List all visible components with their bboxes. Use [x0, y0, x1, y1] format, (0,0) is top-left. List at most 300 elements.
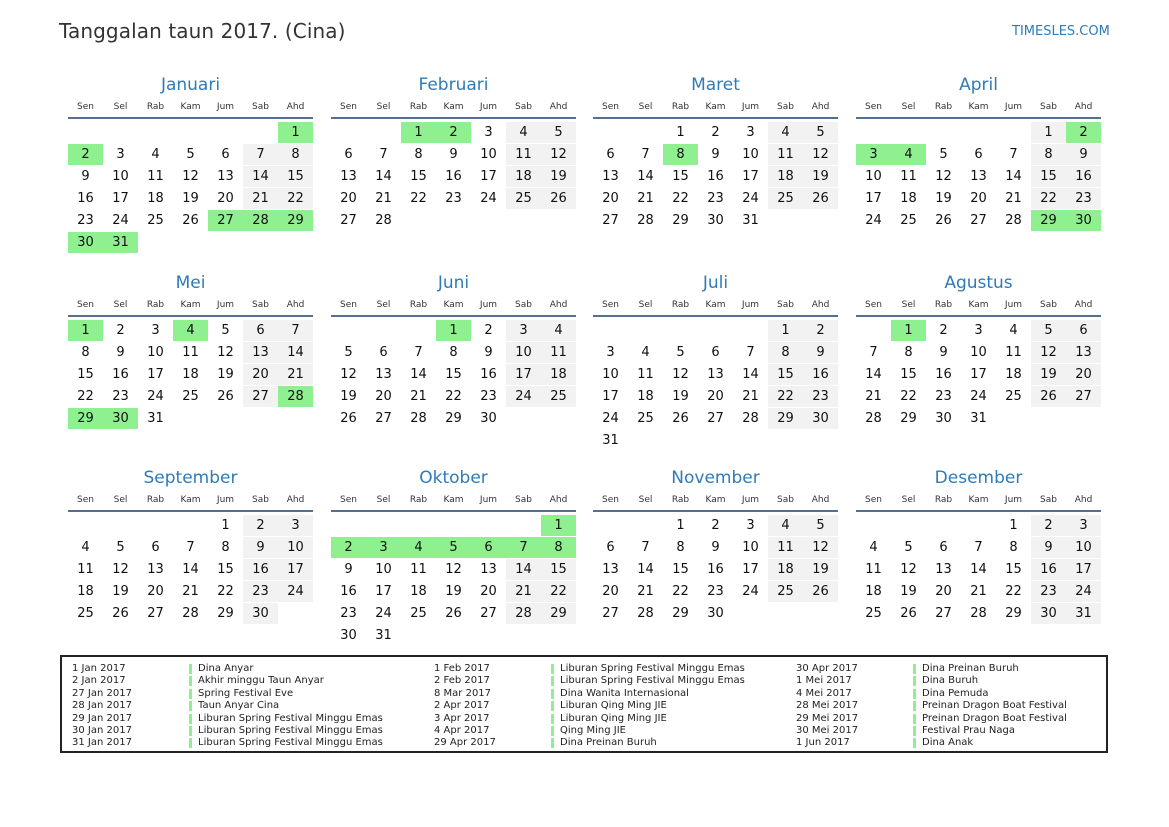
day-cell: 24	[278, 581, 313, 602]
day-cell: 23	[112, 389, 129, 404]
holiday-name: Dina Pemuda	[922, 687, 989, 699]
weekday-header: Ahd	[811, 102, 830, 112]
holiday-marker	[913, 664, 916, 674]
day-cell: 24	[506, 386, 541, 407]
day-cell: 28	[506, 603, 541, 624]
weekday-header: Sen	[340, 495, 357, 505]
day-cell: 22	[217, 584, 234, 599]
day-cell: 21	[1005, 191, 1022, 206]
weekday-header: Sen	[77, 495, 94, 505]
weekday-header: Ahd	[549, 495, 568, 505]
day-cell: 21	[278, 364, 313, 385]
weekday-header: Sen	[77, 102, 94, 112]
weekday-header: Sel	[638, 300, 653, 310]
month-februari	[331, 75, 576, 265]
holiday-date: 27 Jan 2017	[72, 687, 132, 699]
day-cell: 7	[1009, 147, 1018, 162]
day-cell: 28	[742, 411, 759, 426]
day-cell: 6	[379, 345, 388, 360]
day-cell: 17	[506, 364, 541, 385]
day-cell: 21	[865, 389, 882, 404]
day-cell: 8	[904, 345, 913, 360]
day-cell: 7	[379, 147, 388, 162]
day-cell: 1	[768, 320, 803, 341]
weekday-header: Kam	[968, 495, 989, 505]
day-cell: 30	[707, 606, 724, 621]
day-cell: 23	[803, 386, 838, 407]
day-cell: 7	[186, 540, 195, 555]
holiday-day-cell: 1	[278, 122, 313, 143]
header-divider	[68, 117, 313, 119]
day-cell: 16	[480, 367, 497, 382]
day-cell: 18	[77, 584, 94, 599]
holiday-name: Qing Ming JIE	[560, 724, 627, 736]
weekday-header: Rab	[934, 495, 953, 505]
day-cell: 17	[742, 562, 759, 577]
day-cell: 8	[768, 342, 803, 363]
day-cell: 7	[974, 540, 983, 555]
day-cell: 5	[676, 345, 685, 360]
day-cell: 17	[480, 169, 497, 184]
weekday-header: Rab	[146, 495, 165, 505]
day-cell: 28	[410, 411, 427, 426]
day-cell: 29	[768, 408, 803, 429]
header-divider	[856, 315, 1101, 317]
day-cell: 30	[243, 603, 278, 624]
day-cell: 12	[541, 144, 576, 165]
day-cell: 18	[768, 559, 803, 580]
day-cell: 14	[637, 562, 654, 577]
holiday-day-cell: 29	[278, 210, 313, 231]
day-cell: 15	[768, 364, 803, 385]
day-cell: 6	[221, 147, 230, 162]
weekday-header: Ahd	[286, 102, 305, 112]
holiday-day-cell: 29	[1031, 210, 1066, 231]
weekday-header: Sab	[777, 300, 794, 310]
day-cell: 3	[278, 515, 313, 536]
day-cell: 9	[1066, 144, 1101, 165]
day-cell: 26	[217, 389, 234, 404]
weekday-header: Jum	[1004, 495, 1023, 505]
day-cell: 28	[637, 606, 654, 621]
holiday-date: 1 Jan 2017	[72, 663, 126, 674]
day-cell: 28	[970, 606, 987, 621]
day-cell: 4	[869, 540, 878, 555]
holiday-name: Akhir minggu Taun Anyar	[198, 675, 324, 687]
holiday-day-cell: 8	[663, 144, 698, 165]
day-cell: 27	[375, 411, 392, 426]
day-cell: 20	[340, 191, 357, 206]
day-cell: 19	[1031, 364, 1066, 385]
day-cell: 13	[707, 367, 724, 382]
day-cell: 3	[606, 345, 615, 360]
day-cell: 19	[672, 389, 689, 404]
day-cell: 25	[1005, 389, 1022, 404]
weekday-header: Sel	[901, 300, 916, 310]
day-cell: 5	[344, 345, 353, 360]
day-cell: 16	[77, 191, 94, 206]
day-cell: 28	[1005, 213, 1022, 228]
day-cell: 13	[147, 562, 164, 577]
day-cell: 13	[480, 562, 497, 577]
day-cell: 27	[243, 386, 278, 407]
holiday-name: Taun Anyar Cina	[198, 700, 280, 712]
weekday-header: Rab	[934, 102, 953, 112]
holiday-name: Spring Festival Eve	[198, 687, 294, 699]
holiday-date: 1 Jun 2017	[796, 737, 850, 749]
day-cell: 10	[742, 540, 759, 555]
day-cell: 1	[1009, 518, 1018, 533]
weekday-header: Kam	[180, 102, 201, 112]
day-cell: 18	[768, 166, 803, 187]
header-divider	[593, 510, 838, 512]
holiday-marker	[551, 701, 554, 711]
holiday-day-cell: 3	[856, 144, 891, 165]
day-cell: 15	[672, 169, 689, 184]
day-cell: 2	[1031, 515, 1066, 536]
day-cell: 17	[1066, 559, 1101, 580]
day-cell: 14	[278, 342, 313, 363]
holiday-marker	[551, 714, 554, 724]
weekday-header: Ahd	[811, 495, 830, 505]
day-cell: 21	[506, 581, 541, 602]
holiday-day-cell: 4	[891, 144, 926, 165]
weekday-header: Ahd	[811, 300, 830, 310]
weekday-header: Sel	[376, 300, 391, 310]
holiday-day-cell: 1	[436, 320, 471, 341]
day-cell: 21	[742, 389, 759, 404]
day-cell: 24	[375, 606, 392, 621]
day-cell: 24	[742, 584, 759, 599]
day-cell: 4	[1009, 323, 1018, 338]
weekday-header: Sab	[515, 102, 532, 112]
day-cell: 25	[147, 213, 164, 228]
weekday-header: Rab	[934, 300, 953, 310]
day-cell: 18	[900, 191, 917, 206]
day-cell: 23	[935, 389, 952, 404]
day-cell: 28	[182, 606, 199, 621]
day-cell: 7	[243, 144, 278, 165]
day-cell: 6	[1066, 320, 1101, 341]
day-cell: 20	[602, 191, 619, 206]
holiday-date: 30 Mei 2017	[796, 724, 859, 736]
month-september	[68, 468, 313, 658]
header-divider	[331, 315, 576, 317]
holiday-day-cell: 7	[506, 537, 541, 558]
day-cell: 19	[217, 367, 234, 382]
day-cell: 13	[217, 169, 234, 184]
weekday-header: Sab	[252, 300, 269, 310]
day-cell: 9	[449, 147, 458, 162]
day-cell: 11	[1005, 345, 1022, 360]
holiday-marker	[913, 689, 916, 699]
holiday-name: Dina Preinan Buruh	[922, 663, 1019, 674]
day-cell: 15	[541, 559, 576, 580]
weekday-header: Ahd	[549, 300, 568, 310]
day-cell: 17	[865, 191, 882, 206]
day-cell: 5	[116, 540, 125, 555]
day-cell: 5	[186, 147, 195, 162]
holiday-date: 1 Feb 2017	[434, 663, 490, 674]
day-cell: 20	[1066, 364, 1101, 385]
day-cell: 11	[77, 562, 94, 577]
day-cell: 3	[151, 323, 160, 338]
day-cell: 5	[541, 122, 576, 143]
day-cell: 13	[1066, 342, 1101, 363]
day-cell: 25	[768, 188, 803, 209]
weekday-header: Sab	[777, 495, 794, 505]
day-cell: 13	[602, 562, 619, 577]
month-title: Juli	[702, 273, 729, 293]
day-cell: 14	[637, 169, 654, 184]
day-cell: 14	[865, 367, 882, 382]
day-cell: 21	[375, 191, 392, 206]
holiday-name: Dina Wanita Internasional	[560, 687, 689, 699]
day-cell: 7	[414, 345, 423, 360]
day-cell: 31	[147, 411, 164, 426]
day-cell: 29	[445, 411, 462, 426]
day-cell: 23	[707, 584, 724, 599]
holiday-marker	[189, 676, 192, 686]
day-cell: 5	[939, 147, 948, 162]
day-cell: 13	[375, 367, 392, 382]
holiday-name: Dina Anyar	[198, 663, 254, 674]
holiday-day-cell: 30	[1066, 210, 1101, 231]
day-cell: 22	[1005, 584, 1022, 599]
day-cell: 10	[480, 147, 497, 162]
day-cell: 16	[707, 562, 724, 577]
day-cell: 19	[541, 166, 576, 187]
holiday-date: 2 Apr 2017	[434, 700, 490, 712]
weekday-header: Sel	[113, 495, 128, 505]
holiday-date: 2 Feb 2017	[434, 675, 490, 687]
weekday-header: Jum	[741, 495, 760, 505]
day-cell: 12	[672, 367, 689, 382]
holiday-name: Liburan Spring Festival Minggu Emas	[198, 737, 383, 749]
holiday-date: 30 Apr 2017	[796, 663, 858, 674]
day-cell: 3	[746, 518, 755, 533]
day-cell: 29	[541, 603, 576, 624]
holiday-marker	[913, 714, 916, 724]
day-cell: 26	[182, 213, 199, 228]
holiday-marker	[189, 714, 192, 724]
day-cell: 15	[445, 367, 462, 382]
weekday-header: Rab	[671, 495, 690, 505]
header-divider	[68, 510, 313, 512]
day-cell: 3	[506, 320, 541, 341]
holiday-date: 3 Apr 2017	[434, 712, 490, 724]
day-cell: 29	[1005, 606, 1022, 621]
month-november	[593, 468, 838, 658]
day-cell: 10	[147, 345, 164, 360]
weekday-header: Rab	[409, 102, 428, 112]
holiday-date: 28 Mei 2017	[796, 700, 859, 712]
day-cell: 8	[278, 144, 313, 165]
day-cell: 12	[803, 144, 838, 165]
day-cell: 22	[672, 584, 689, 599]
day-cell: 2	[484, 323, 493, 338]
day-cell: 9	[243, 537, 278, 558]
month-title: Juni	[437, 273, 470, 293]
day-cell: 8	[81, 345, 90, 360]
day-cell: 31	[1066, 603, 1101, 624]
day-cell: 2	[803, 320, 838, 341]
weekday-header: Jum	[216, 102, 235, 112]
day-cell: 25	[506, 188, 541, 209]
day-cell: 21	[637, 191, 654, 206]
day-cell: 23	[340, 606, 357, 621]
holiday-day-cell: 2	[331, 537, 366, 558]
weekday-header: Ahd	[286, 300, 305, 310]
weekday-header: Sab	[515, 300, 532, 310]
day-cell: 21	[637, 584, 654, 599]
day-cell: 15	[900, 367, 917, 382]
day-cell: 25	[541, 386, 576, 407]
day-cell: 26	[935, 213, 952, 228]
day-cell: 15	[410, 169, 427, 184]
day-cell: 27	[970, 213, 987, 228]
day-cell: 22	[445, 389, 462, 404]
day-cell: 7	[746, 345, 755, 360]
day-cell: 1	[221, 518, 230, 533]
day-cell: 22	[278, 188, 313, 209]
day-cell: 6	[939, 540, 948, 555]
day-cell: 30	[935, 411, 952, 426]
day-cell: 1	[1031, 122, 1066, 143]
day-cell: 20	[602, 584, 619, 599]
day-cell: 2	[116, 323, 125, 338]
day-cell: 8	[1031, 144, 1066, 165]
day-cell: 3	[1066, 515, 1101, 536]
day-cell: 27	[340, 213, 357, 228]
day-cell: 11	[637, 367, 654, 382]
day-cell: 26	[445, 606, 462, 621]
day-cell: 16	[1066, 166, 1101, 187]
day-cell: 20	[147, 584, 164, 599]
month-title: Mei	[175, 273, 206, 293]
day-cell: 7	[641, 147, 650, 162]
site-link[interactable]: TIMESLES.COM	[1012, 24, 1110, 39]
month-title: Maret	[691, 75, 740, 95]
day-cell: 9	[711, 540, 720, 555]
weekday-header: Rab	[671, 102, 690, 112]
weekday-header: Sab	[1040, 300, 1057, 310]
day-cell: 4	[81, 540, 90, 555]
day-cell: 11	[865, 562, 882, 577]
holiday-name: Liburan Spring Festival Minggu Emas	[198, 724, 383, 736]
day-cell: 27	[480, 606, 497, 621]
holiday-day-cell: 6	[471, 537, 506, 558]
day-cell: 4	[768, 515, 803, 536]
holiday-date: 28 Jan 2017	[72, 700, 132, 712]
day-cell: 6	[151, 540, 160, 555]
day-cell: 25	[865, 606, 882, 621]
holiday-marker	[189, 664, 192, 674]
day-cell: 4	[506, 122, 541, 143]
day-cell: 17	[112, 191, 129, 206]
month-title: Desember	[934, 468, 1023, 488]
day-cell: 24	[1066, 581, 1101, 602]
day-cell: 15	[672, 562, 689, 577]
day-cell: 12	[340, 367, 357, 382]
header-divider	[331, 510, 576, 512]
day-cell: 19	[445, 584, 462, 599]
weekday-header: Sel	[376, 102, 391, 112]
holiday-day-cell: 30	[103, 408, 138, 429]
weekday-header: Jum	[216, 495, 235, 505]
weekday-header: Sab	[1040, 495, 1057, 505]
day-cell: 31	[375, 628, 392, 643]
day-cell: 24	[112, 213, 129, 228]
day-cell: 17	[278, 559, 313, 580]
weekday-header: Sel	[901, 495, 916, 505]
month-maret	[593, 75, 838, 265]
day-cell: 2	[711, 125, 720, 140]
day-cell: 3	[746, 125, 755, 140]
holiday-marker	[551, 664, 554, 674]
holiday-day-cell: 1	[541, 515, 576, 536]
day-cell: 14	[182, 562, 199, 577]
day-cell: 29	[672, 213, 689, 228]
day-cell: 18	[147, 191, 164, 206]
day-cell: 27	[935, 606, 952, 621]
holiday-name: Liburan Qing Ming JIE	[560, 700, 667, 712]
weekday-header: Sen	[340, 300, 357, 310]
day-cell: 23	[1066, 188, 1101, 209]
day-cell: 14	[1005, 169, 1022, 184]
weekday-header: Sab	[252, 102, 269, 112]
month-januari	[68, 75, 313, 265]
day-cell: 27	[1066, 386, 1101, 407]
day-cell: 12	[182, 169, 199, 184]
day-cell: 16	[445, 169, 462, 184]
day-cell: 11	[182, 345, 199, 360]
day-cell: 26	[112, 606, 129, 621]
holiday-marker	[189, 689, 192, 699]
day-cell: 14	[375, 169, 392, 184]
day-cell: 10	[278, 537, 313, 558]
day-cell: 1	[676, 125, 685, 140]
holiday-day-cell: 5	[436, 537, 471, 558]
day-cell: 30	[803, 408, 838, 429]
day-cell: 12	[935, 169, 952, 184]
day-cell: 25	[637, 411, 654, 426]
weekday-header: Ahd	[549, 102, 568, 112]
holiday-name: Liburan Qing Ming JIE	[560, 712, 667, 724]
day-cell: 31	[602, 433, 619, 448]
holiday-name: Preinan Dragon Boat Festival	[922, 700, 1067, 712]
day-cell: 19	[803, 559, 838, 580]
holiday-day-cell: 28	[278, 386, 313, 407]
day-cell: 21	[182, 584, 199, 599]
day-cell: 16	[707, 169, 724, 184]
day-cell: 31	[742, 213, 759, 228]
day-cell: 4	[541, 320, 576, 341]
day-cell: 24	[865, 213, 882, 228]
holiday-day-cell: 1	[401, 122, 436, 143]
day-cell: 6	[344, 147, 353, 162]
day-cell: 12	[1031, 342, 1066, 363]
weekday-header: Jum	[741, 300, 760, 310]
holiday-date: 2 Jan 2017	[72, 675, 126, 687]
day-cell: 14	[243, 166, 278, 187]
month-agustus	[856, 273, 1101, 463]
holiday-name: Dina Anak	[922, 737, 974, 749]
month-juni	[331, 273, 576, 463]
holiday-marker	[551, 738, 554, 748]
day-cell: 12	[217, 345, 234, 360]
day-cell: 21	[410, 389, 427, 404]
